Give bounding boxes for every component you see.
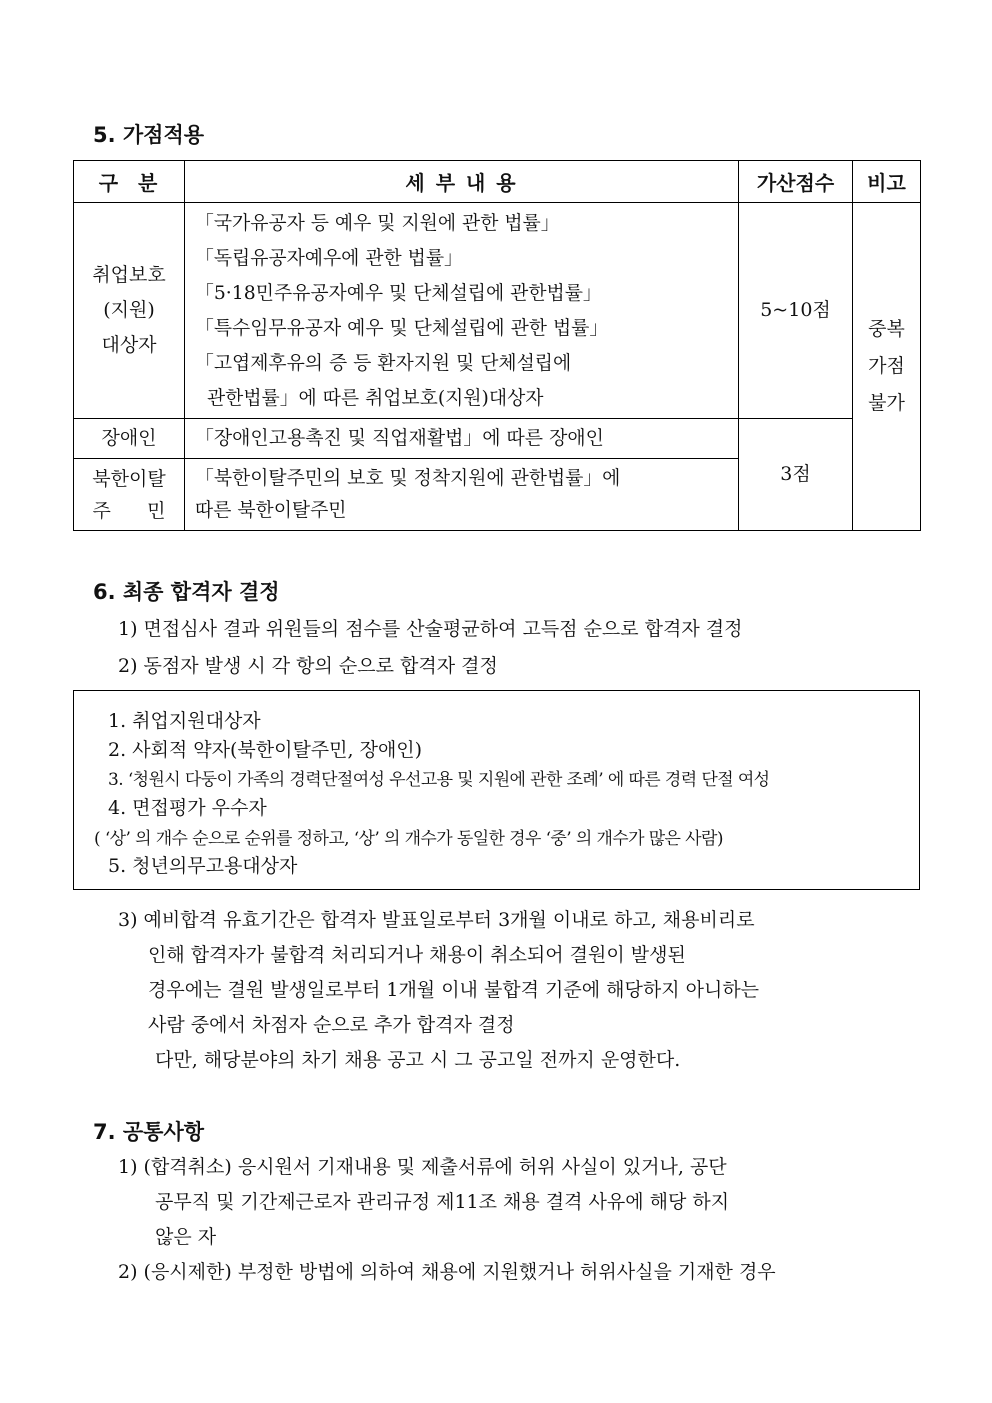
table-row: [74, 419, 921, 459]
section-6-item-3-line: 인해 합격자가 불합격 처리되거나 채용이 취소되어 결원이 발생된: [148, 944, 686, 966]
header-points: 가산점수: [739, 161, 853, 203]
detail-cell: [185, 459, 739, 531]
section-7-title: 7. 공통사항: [93, 1120, 205, 1144]
section-5-title: 5. 가점적용: [93, 123, 205, 147]
category-line: 취업보호: [92, 264, 166, 286]
box-line: 2. 사회적 약자(북한이탈주민, 장애인): [108, 739, 423, 761]
tiebreak-order-box: [73, 690, 920, 890]
detail-cell: 「장애인고용촉진 및 직업재활법」에 따른 장애인: [185, 419, 739, 459]
category-line: 대상자: [101, 334, 157, 356]
section-6-item-3-line: 사람 중에서 차점자 순으로 추가 합격자 결정: [148, 1014, 515, 1036]
section-7-item-1-line: 공무직 및 기간제근로자 관리규정 제11조 채용 결격 사유에 해당 하지: [155, 1191, 730, 1213]
remark-line: 불가: [868, 392, 905, 414]
table-row: [74, 203, 921, 419]
remark-line: 가점: [868, 355, 905, 377]
section-6-item-3-line: 다만, 해당분야의 차기 채용 공고 시 그 공고일 전까지 운영한다.: [155, 1049, 681, 1071]
header-details: 세 부 내 용: [185, 161, 739, 203]
detail-line: 「5·18민주유공자예우 및 단체설립에 관한법률」: [195, 282, 602, 304]
detail-line: 「독립유공자예우에 관한 법률」: [195, 247, 463, 269]
category-line: 북한이탈: [92, 467, 166, 490]
table-header-row: [74, 161, 921, 203]
section-6-item-2: 2) 동점자 발생 시 각 항의 순으로 합격자 결정: [118, 655, 498, 677]
category-cell: [74, 459, 185, 531]
detail-line: 따른 북한이탈주민: [195, 499, 347, 521]
detail-cell: [185, 203, 739, 419]
box-line: 1. 취업지원대상자: [108, 710, 261, 732]
category-line: 주 민: [92, 499, 166, 522]
remark-cell: [853, 203, 921, 531]
section-7-item-1-line: 않은 자: [155, 1226, 217, 1248]
remark-line: 중복: [868, 318, 905, 340]
box-line: 5. 청년의무고용대상자: [108, 855, 298, 877]
box-line: 3. ‘청원시 다둥이 가족의 경력단절여성 우선고용 및 지원에 관한 조례’ 에 따른 경력 단절 여성: [108, 770, 770, 790]
bonus-points-table: [73, 160, 921, 531]
box-line: 4. 면접평가 우수자: [108, 797, 267, 819]
points-cell: 5~10점: [739, 203, 853, 419]
section-6-title: 6. 최종 합격자 결정: [93, 580, 280, 604]
detail-line: 「국가유공자 등 예우 및 지원에 관한 법률」: [195, 212, 560, 234]
section-6-item-3-line: 경우에는 결원 발생일로부터 1개월 이내 불합격 기준에 해당하지 아니하는: [148, 979, 760, 1001]
header-category: 구 분: [74, 161, 185, 203]
detail-line: 관한법률」에 따른 취업보호(지원)대상자: [195, 387, 544, 409]
section-6-item-1: 1) 면접심사 결과 위원들의 점수를 산술평균하여 고득점 순으로 합격자 결정: [118, 618, 743, 640]
detail-line: 「특수임무유공자 예우 및 단체설립에 관한 법률」: [195, 317, 609, 339]
category-line: (지원): [103, 299, 155, 321]
section-7-item-2: 2) (응시제한) 부정한 방법에 의하여 채용에 지원했거나 허위사실을 기재한 경우: [118, 1261, 776, 1283]
detail-line: 「북한이탈주민의 보호 및 정착지원에 관한법률」에: [195, 467, 621, 489]
box-line: ( ‘상’ 의 개수 순으로 순위를 정하고, ‘상’ 의 개수가 동일한 경우 ‘중’ 의 개수가 많은 사람): [94, 829, 723, 849]
detail-line: 「고엽제후유의 증 등 환자지원 및 단체설립에: [195, 352, 572, 374]
points-cell: 3점: [739, 419, 853, 531]
category-cell: [74, 203, 185, 419]
header-remark: 비고: [853, 161, 921, 203]
category-cell: 장애인: [74, 419, 185, 459]
section-6-item-3-line: 3) 예비합격 유효기간은 합격자 발표일로부터 3개월 이내로 하고, 채용비리로: [118, 909, 755, 931]
section-7-item-1-line: 1) (합격취소) 응시원서 기재내용 및 제출서류에 허위 사실이 있거나, 공단: [118, 1156, 727, 1178]
